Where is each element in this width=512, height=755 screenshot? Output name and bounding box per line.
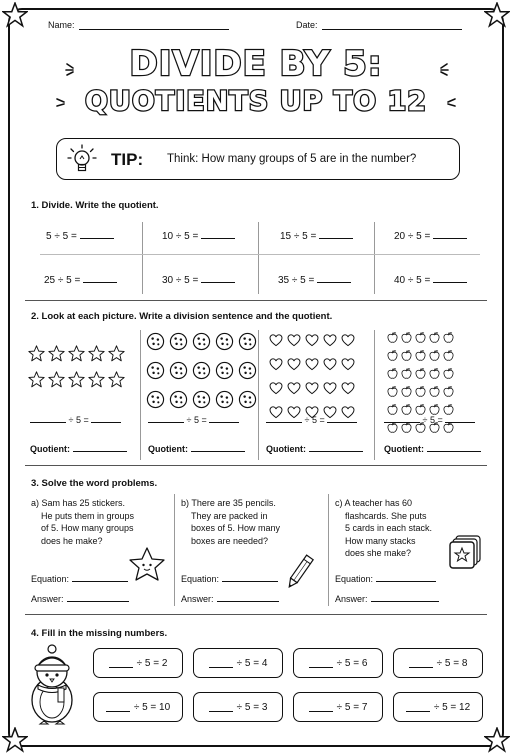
heart-icon [322, 380, 338, 401]
word-problem-c: c) A teacher has 60 flashcards. She puts 5 cards in each stack. How many stacks does she make? [335, 498, 433, 558]
dividend-blank[interactable] [266, 422, 302, 423]
apple-icon [442, 349, 455, 367]
missing-number-box[interactable]: ÷ 5 = 3 [193, 692, 283, 722]
star-icon [88, 371, 105, 393]
section2-heading: 2. Look at each picture. Write a division sentence and the quotient. [31, 311, 333, 322]
missing-number-blank[interactable] [209, 659, 233, 668]
heart-icon [268, 380, 284, 401]
cookie-icon [215, 332, 234, 356]
apple-icon [414, 331, 427, 349]
answer-blank[interactable] [201, 274, 235, 283]
penguin-icon [22, 642, 82, 726]
apple-icon [442, 385, 455, 403]
star-icon [68, 345, 85, 367]
missing-number-blank[interactable] [109, 659, 133, 668]
division-problem: 40 ÷ 5 = [394, 274, 467, 286]
section-divider [25, 465, 487, 466]
heart-icon [286, 332, 302, 353]
page-subtitle: QUOTIENTS UP TO 12 [84, 86, 428, 117]
apple-icon [386, 367, 399, 385]
cookie-icon [238, 361, 257, 385]
divider [258, 222, 259, 294]
flashcards-icon [448, 534, 484, 570]
answer-field[interactable]: Answer: [335, 594, 439, 604]
division-sentence: ÷ 5 = [30, 415, 121, 425]
answer-blank[interactable] [80, 230, 114, 239]
heart-icon [268, 332, 284, 353]
section-divider [25, 614, 487, 615]
apple-icon [414, 367, 427, 385]
heart-icon [268, 356, 284, 377]
apple-icon [414, 349, 427, 367]
apple-icon [414, 385, 427, 403]
divider [374, 330, 375, 460]
sparkle-icon [64, 60, 82, 78]
heart-icon [340, 332, 356, 353]
star-icon [2, 2, 28, 28]
missing-number-box[interactable]: ÷ 5 = 10 [93, 692, 183, 722]
missing-number-box[interactable]: ÷ 5 = 2 [93, 648, 183, 678]
answer-blank[interactable] [319, 230, 353, 239]
star-icon [484, 2, 510, 28]
sparkle-icon [432, 60, 450, 78]
heart-icon [286, 380, 302, 401]
heart-icon [304, 356, 320, 377]
apple-icon [428, 349, 441, 367]
quotient-field[interactable]: Quotient: [266, 444, 363, 454]
sparkle-icon [54, 94, 72, 112]
division-problem: 10 ÷ 5 = [162, 230, 235, 242]
star-icon [108, 345, 125, 367]
missing-number-blank[interactable] [409, 659, 433, 668]
star-icon [484, 727, 510, 753]
apple-icon [400, 385, 413, 403]
division-sentence: ÷ 5 = [384, 415, 475, 425]
apple-icon [442, 367, 455, 385]
name-field[interactable] [48, 20, 229, 30]
missing-number-blank[interactable] [309, 703, 333, 712]
equation-field[interactable]: Equation: [335, 574, 436, 584]
cookie-icon [169, 390, 188, 414]
divider [258, 330, 259, 460]
star-icon [68, 371, 85, 393]
apple-icon [442, 331, 455, 349]
tip-label: TIP: [111, 150, 144, 169]
quotient-field[interactable]: Quotient: [30, 444, 127, 454]
quotient-blank[interactable] [91, 422, 121, 423]
equation-field[interactable]: Equation: [181, 574, 278, 584]
heart-icon [286, 356, 302, 377]
section1-heading: 1. Divide. Write the quotient. [31, 200, 159, 211]
star-group-picture [28, 345, 125, 397]
word-problem-b: b) There are 35 pencils. They are packed in boxes of 5. How many boxes are needed? [181, 498, 281, 546]
cookie-icon [169, 361, 188, 385]
apple-icon [400, 331, 413, 349]
cookie-icon [192, 361, 211, 385]
cookie-icon [192, 390, 211, 414]
missing-number-box[interactable]: ÷ 5 = 12 [393, 692, 483, 722]
cookie-icon [169, 332, 188, 356]
star-icon [108, 371, 125, 393]
divider [374, 222, 375, 294]
division-sentence: ÷ 5 = [148, 415, 239, 425]
missing-number-box[interactable]: ÷ 5 = 4 [193, 648, 283, 678]
missing-number-box[interactable]: ÷ 5 = 6 [293, 648, 383, 678]
answer-field[interactable]: Answer: [31, 594, 129, 604]
cookie-icon [146, 361, 165, 385]
section-divider [25, 300, 487, 301]
quotient-field[interactable]: Quotient: [384, 444, 481, 454]
answer-blank[interactable] [433, 230, 467, 239]
apple-icon [428, 385, 441, 403]
cookie-icon [146, 390, 165, 414]
word-problem-a: a) Sam has 25 stickers. He puts them in groups of 5. How many groups does he make? [31, 498, 135, 546]
division-problem: 35 ÷ 5 = [278, 274, 351, 286]
answer-field[interactable]: Answer: [181, 594, 279, 604]
apple-icon [386, 349, 399, 367]
heart-icon [322, 332, 338, 353]
section4-heading: 4. Fill in the missing numbers. [31, 628, 168, 639]
division-problem: 5 ÷ 5 = [46, 230, 114, 242]
dividend-blank[interactable] [384, 422, 420, 423]
date-field[interactable] [296, 20, 462, 30]
sparkle-icon [440, 94, 458, 112]
division-problem: 15 ÷ 5 = [280, 230, 353, 242]
star-sticker-icon [128, 546, 166, 582]
missing-number-blank[interactable] [209, 703, 233, 712]
cookie-group-picture [146, 332, 257, 419]
pencil-icon [284, 552, 314, 594]
cookie-icon [192, 332, 211, 356]
star-icon [28, 371, 45, 393]
heart-icon [340, 380, 356, 401]
apple-icon [386, 331, 399, 349]
heart-group-picture [268, 332, 356, 428]
divider [140, 330, 141, 460]
cookie-icon [215, 390, 234, 414]
heart-icon [304, 380, 320, 401]
cookie-icon [238, 332, 257, 356]
heart-icon [340, 356, 356, 377]
star-icon [28, 345, 45, 367]
answer-blank[interactable] [83, 274, 117, 283]
missing-number-box[interactable]: ÷ 5 = 7 [293, 692, 383, 722]
apple-icon [428, 367, 441, 385]
star-icon [2, 727, 28, 753]
section3-heading: 3. Solve the word problems. [31, 478, 158, 489]
heart-icon [304, 332, 320, 353]
equation-field[interactable]: Equation: [31, 574, 128, 584]
division-sentence: ÷ 5 = [266, 415, 357, 425]
dividend-blank[interactable] [30, 422, 66, 423]
division-problem: 25 ÷ 5 = [44, 274, 117, 286]
page-title: DIVIDE BY 5: [129, 44, 383, 84]
tip-box [56, 138, 460, 180]
star-icon [48, 371, 65, 393]
apple-icon [400, 367, 413, 385]
quotient-blank[interactable] [327, 422, 357, 423]
division-problem: 20 ÷ 5 = [394, 230, 467, 242]
quotient-field[interactable]: Quotient: [148, 444, 245, 454]
missing-number-blank[interactable] [406, 703, 430, 712]
lightbulb-icon [65, 143, 99, 177]
quotient-blank[interactable] [209, 422, 239, 423]
divider [40, 254, 480, 255]
missing-number-blank[interactable] [309, 659, 333, 668]
name-label: Name: [48, 20, 75, 30]
answer-blank[interactable] [317, 274, 351, 283]
division-problem: 30 ÷ 5 = [162, 274, 235, 286]
date-label: Date: [296, 20, 318, 30]
star-icon [48, 345, 65, 367]
answer-blank[interactable] [201, 230, 235, 239]
cookie-icon [215, 361, 234, 385]
dividend-blank[interactable] [148, 422, 184, 423]
apple-icon [386, 385, 399, 403]
quotient-blank[interactable] [445, 422, 475, 423]
heart-icon [322, 356, 338, 377]
tip-text: Think: How many groups of 5 are in the number? [167, 153, 417, 165]
star-icon [88, 345, 105, 367]
apple-icon [400, 349, 413, 367]
missing-number-box[interactable]: ÷ 5 = 8 [393, 648, 483, 678]
divider [174, 494, 175, 606]
cookie-icon [238, 390, 257, 414]
answer-blank[interactable] [433, 274, 467, 283]
cookie-icon [146, 332, 165, 356]
apple-icon [428, 331, 441, 349]
missing-number-blank[interactable] [106, 703, 130, 712]
divider [328, 494, 329, 606]
divider [142, 222, 143, 294]
